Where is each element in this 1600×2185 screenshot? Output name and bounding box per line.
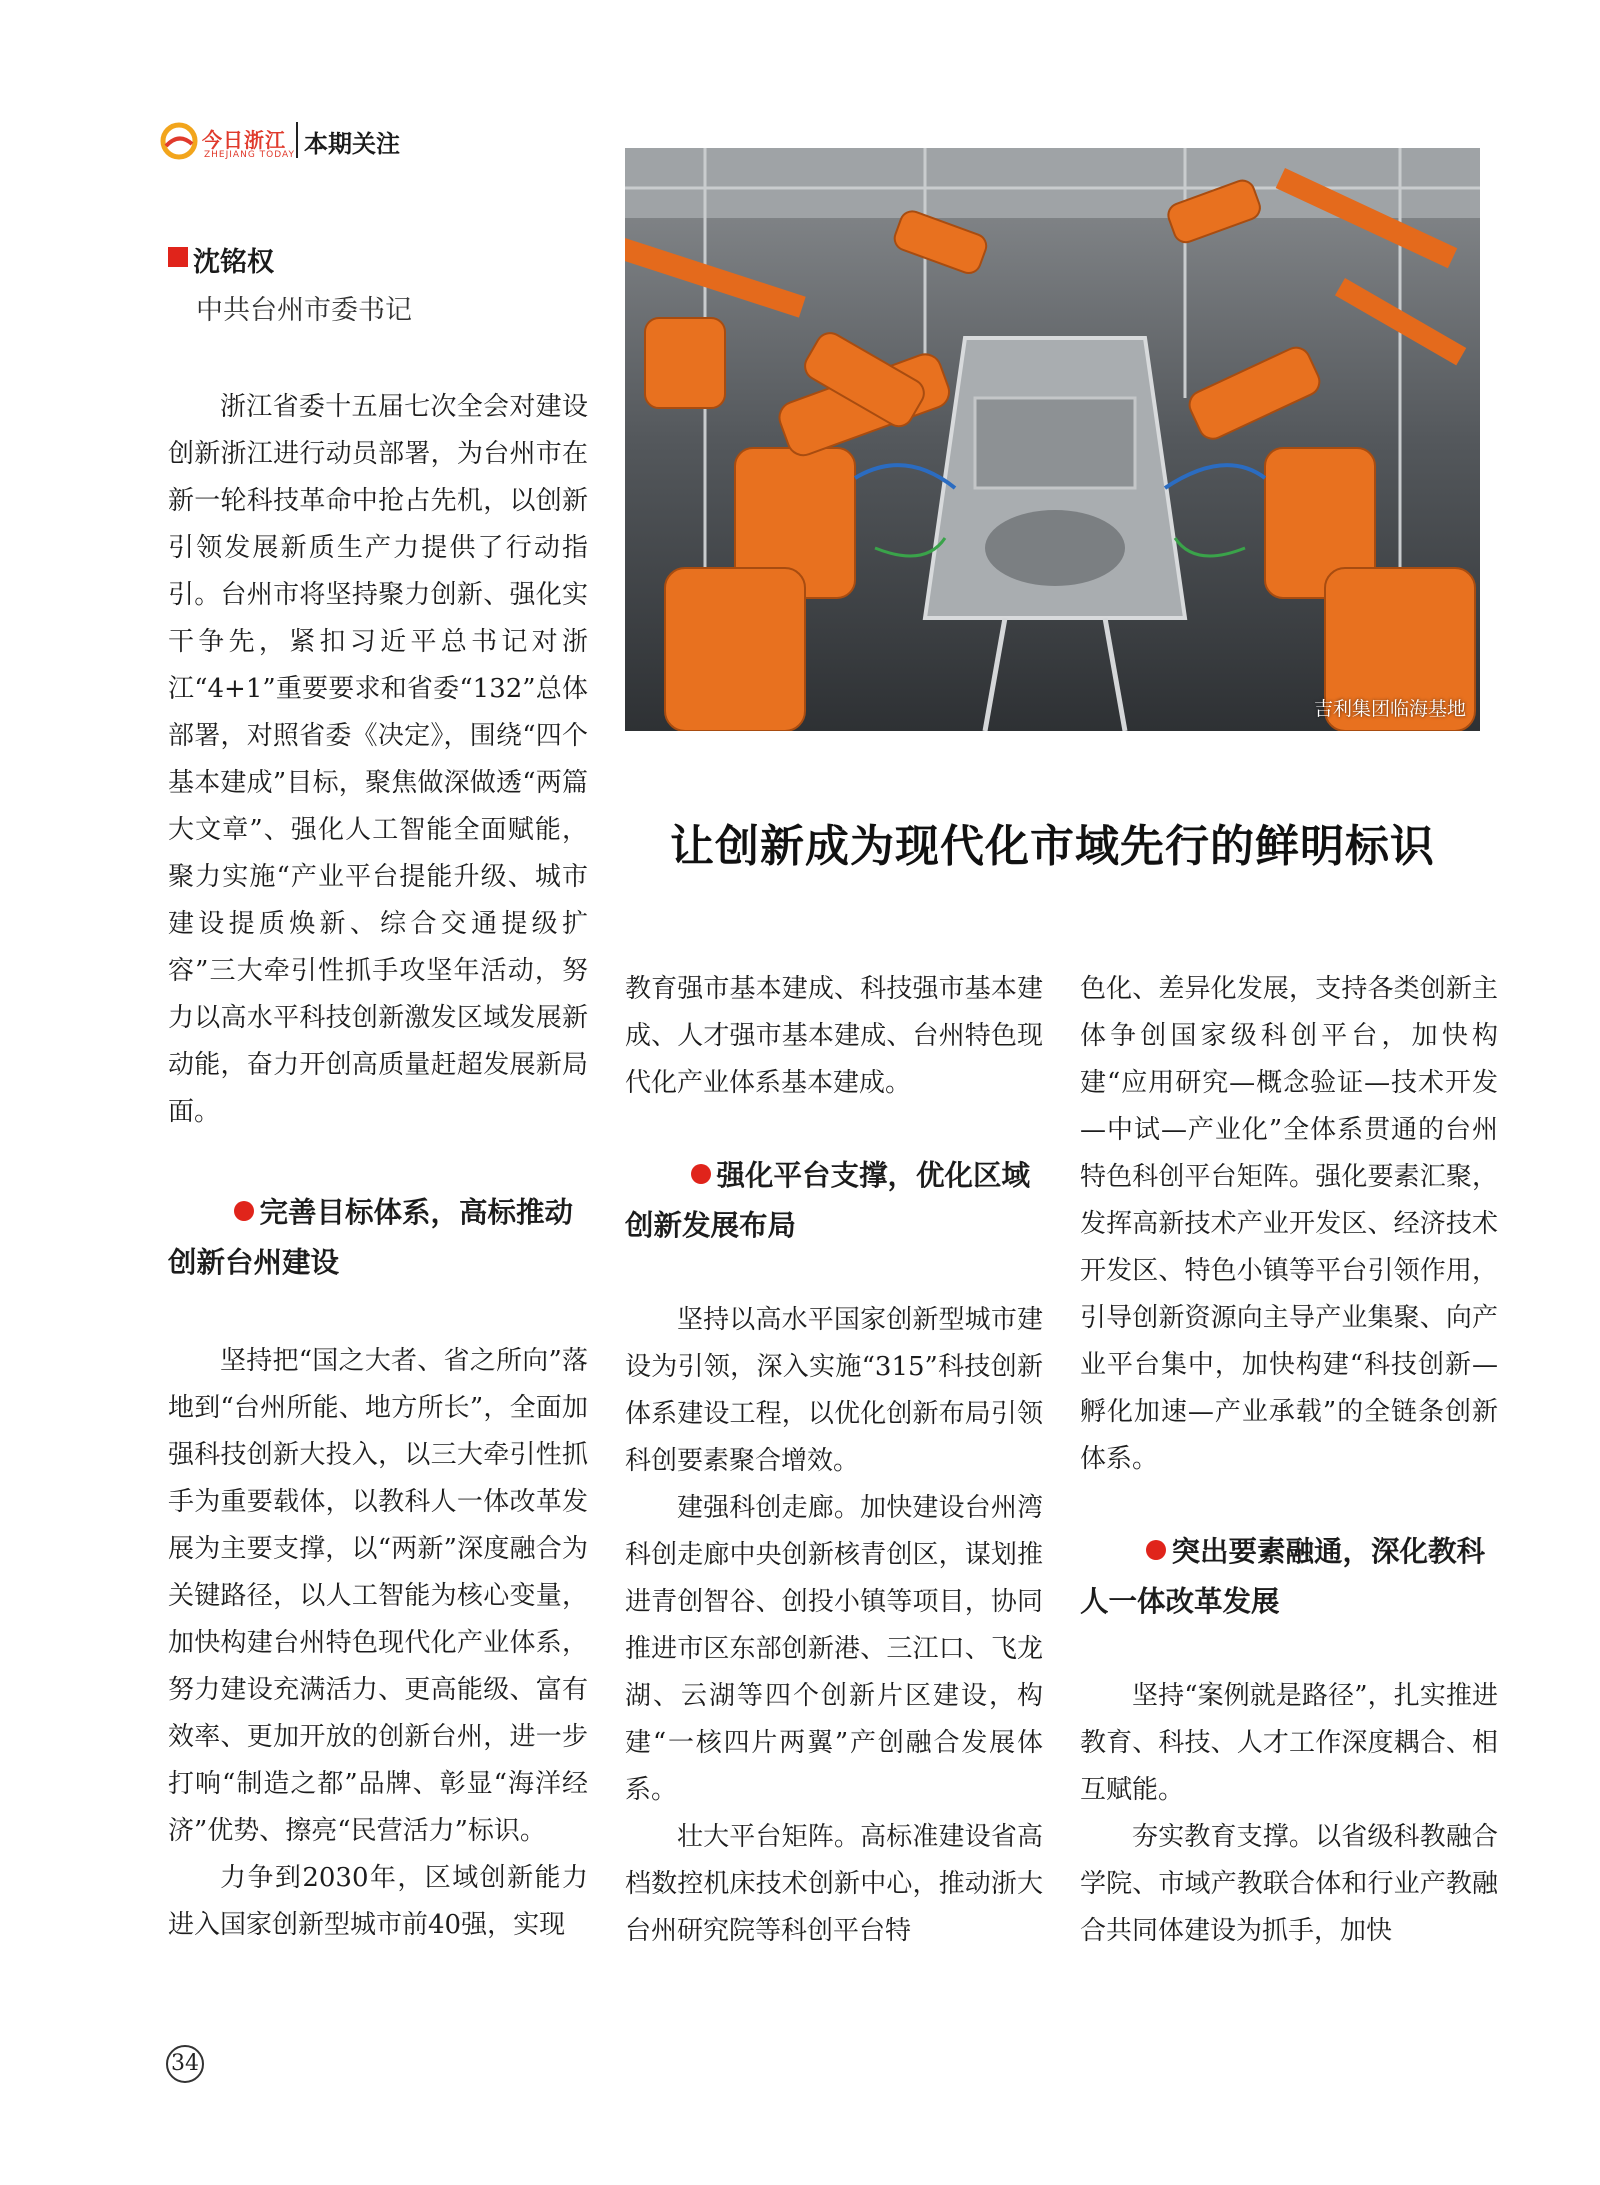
section-title: 本期关注 (304, 130, 400, 158)
logo-sun-icon (160, 122, 198, 160)
body-column-2 (625, 966, 1043, 1955)
photo-caption: 吉利集团临海基地 (1313, 698, 1466, 720)
factory-photo (625, 148, 1480, 731)
publication-logo (160, 118, 302, 166)
paragraph-lead: 壮大平台矩阵。 (677, 1822, 861, 1852)
author-marker-square (168, 247, 188, 267)
subheading-2: 强化平台支撑，优化区域创新发展布局 (625, 1159, 1031, 1242)
body-column-1 (168, 384, 588, 1949)
author-title: 中共台州市委书记 (196, 295, 412, 326)
paragraph: 壮大平台矩阵。高标准建设省高档数控机床技术创新中心，推动浙大台州研究院等科创平台特 (625, 1822, 1043, 1946)
paragraph: 坚持以高水平国家创新型城市建设为引领，深入实施“315”科技创新体系建设工程，以优化创新布局引领科创要素聚合增效。 (625, 1305, 1043, 1476)
author-name: 沈铭权 (193, 247, 274, 278)
paragraph: 力争到2030年，区域创新能力进入国家创新型城市前40强，实现 (168, 1863, 588, 1940)
paragraph: 教育强市基本建成、科技强市基本建成、人才强市基本建成、台州特色现代化产业体系基本建成。 (625, 974, 1043, 1098)
header-divider (296, 122, 298, 158)
paragraph: 坚持把“国之大者、省之所向”落地到“台州所能、地方所长”，全面加强科技创新大投入，以三大牵引性抓手为重要载体，以教科人一体改革发展为主要支撑，以“两新”深度融合为关键路径，以人工智能为核心变量，加快构建台州特色现代化产业体系，努力建设充满活力、更高能级、富有效率、更加开放的创新台州，进一步打响“制造之都”品牌、彰显“海洋经济”优势、擦亮“民营活力”标识。 (168, 1346, 588, 1846)
paragraph: 夯实教育支撑。以省级科教融合学院、市域产教联合体和行业产教融合共同体建设为抓手，加快 (1080, 1822, 1498, 1946)
subheading-3: 突出要素融通，深化教科人一体改革发展 (1080, 1535, 1486, 1618)
bullet-dot-icon (1146, 1540, 1166, 1560)
article-headline: 让创新成为现代化市域先行的鲜明标识 (670, 821, 1435, 872)
paragraph-lead: 建强科创走廊。 (677, 1493, 861, 1523)
body-column-3 (1080, 966, 1498, 1955)
bullet-dot-icon (234, 1201, 254, 1221)
paragraph-lead: 夯实教育支撑。 (1132, 1822, 1316, 1852)
paragraph: 色化、差异化发展，支持各类创新主体争创国家级科创平台，加快构建“应用研究—概念验证—技术开发—中试—产业化”全体系贯通的台州特色科创平台矩阵。强化要素汇聚，发挥高新技术产业开发区、经济技术开发区、特色小镇等平台引领作用，引导创新资源向主导产业集聚、向产业平台集中，加快构建“科技创新—孵化加速—产业承载”的全链条创新体系。 (1080, 974, 1498, 1474)
logo-text: 今日浙江 (202, 128, 286, 152)
bullet-dot-icon (691, 1164, 711, 1184)
subheading-1: 完善目标体系，高标推动创新台州建设 (168, 1196, 574, 1279)
paragraph: 坚持“案例就是路径”，扎实推进教育、科技、人才工作深度耦合、相互赋能。 (1080, 1681, 1498, 1805)
paragraph: 建强科创走廊。加快建设台州湾科创走廊中央创新核青创区，谋划推进青创智谷、创投小镇等项目，协同推进市区东部创新港、三江口、飞龙湖、云湖等四个创新片区建设，构建“一核四片两翼”产创融合发展体系。 (625, 1493, 1043, 1805)
paragraph: 浙江省委十五届七次全会对建设创新浙江进行动员部署，为台州市在新一轮科技革命中抢占先机，以创新引领发展新质生产力提供了行动指引。台州市将坚持聚力创新、强化实干争先，紧扣习近平总书记对浙江“4+1”重要要求和省委“132”总体部署，对照省委《决定》，围绕“四个基本建成”目标，聚焦做深做透“两篇大文章”、强化人工智能全面赋能，聚力实施“产业平台提能升级、城市建设提质焕新、综合交通提级扩容”三大牵引性抓手攻坚年活动，努力以高水平科技创新激发区域发展新动能，奋力开创高质量赶超发展新局面。 (168, 392, 588, 1127)
logo-subtext: ZHEJIANG TODAY (204, 150, 295, 160)
page-number: 34 (166, 2045, 204, 2083)
robot-assembly-line-image (625, 148, 1480, 731)
